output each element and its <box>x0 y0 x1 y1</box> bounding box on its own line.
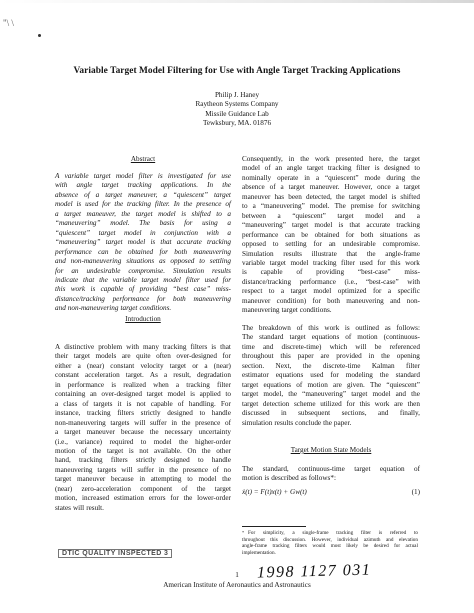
text-line: model of an angle target tracking filter is designed to <box>242 164 420 173</box>
text-line: (i.e., variance) required to model the higher-order <box>55 437 231 446</box>
text-line: model is used for the tracking filter. In the presence of <box>55 200 231 209</box>
text-line: respect to a target model optimized for a specific <box>242 287 420 296</box>
text-line: non-maneuvering targets will suffer in the presence of <box>55 418 231 427</box>
text-line: The breakdown of this work is outlined as follows: <box>242 324 420 332</box>
text-line: motion, increased estimation errors for the lower-order <box>55 494 231 503</box>
text-line: distance/tracking performance (i.e., “best-case” with <box>242 277 420 286</box>
text-line: either a (near) constant velocity target or a (near) <box>55 361 231 370</box>
text-line: performance can be obtained for both maneuvering <box>55 247 231 256</box>
introduction-heading-block <box>55 315 231 324</box>
text-line: nominally operate in a “quiescent” mode during the <box>242 173 420 182</box>
text-line: motion of the target is not available. On the other <box>55 446 231 455</box>
text-line: A distinctive problem with many tracking filters is that <box>55 343 231 351</box>
page-number: 1 <box>235 571 239 579</box>
text-line: section. Next, the discrete-time Kalman filter <box>242 361 420 370</box>
text-line: angle-frame tracking filters would most likely be desired for actual <box>242 543 418 550</box>
text-line: a class of targets it is not capable of handling. For <box>55 399 231 408</box>
abstract-heading-block <box>55 155 231 164</box>
author-name: Philip J. Haney <box>214 91 260 99</box>
paper-title: Variable Target Model Filtering for Use with Angle Target Tracking Applications <box>73 66 401 76</box>
footnote <box>242 530 418 556</box>
introduction-body <box>55 343 231 513</box>
introduction-heading: Introduction <box>125 315 161 323</box>
scan-edge <box>0 0 474 3</box>
equation-block <box>242 488 420 497</box>
scan-mark: "\ \ <box>3 18 14 28</box>
author-lab: Missile Guidance Lab <box>205 109 269 118</box>
state-models-heading: Target Motion State Models <box>290 446 372 454</box>
text-line: absence of a target maneuver, a “quiescent” target <box>55 190 231 199</box>
text-line: discussed in subsequent sections, and finally, <box>242 409 420 418</box>
handwritten-accession-number: 1998 1127 031 <box>256 561 372 582</box>
footnote-rule <box>242 526 306 527</box>
text-line: with angle target tracking applications. In the <box>55 181 231 190</box>
text-line: A variable target model filter is investigated for use <box>55 172 231 180</box>
text-line: implementation. <box>242 549 276 556</box>
text-line: throughout this paper are provided in the opening <box>242 352 420 361</box>
text-line: simulation results conclude the paper. <box>242 418 352 427</box>
text-line: performance can be obtained for both situations as <box>242 230 420 239</box>
footnote-marker: * <box>242 530 245 535</box>
publisher-footer: American Institute of Aeronautics and Astronautics <box>163 581 311 589</box>
outline-paragraph <box>242 324 420 428</box>
text-line: opposed to settling for an undesirable compromise. <box>242 240 420 249</box>
text-line: The standard, continuous-time target equation of <box>242 465 420 473</box>
text-line: a target maneuver, the target model is shifted to a <box>55 209 231 218</box>
text-line: for an undesirable compromise. Simulation results <box>55 266 231 275</box>
text-line: estimator equations used for modeling the standard <box>242 371 420 380</box>
text-line: instance, tracking filters strictly designed to handle <box>55 409 231 418</box>
abstract-body <box>55 172 231 314</box>
text-line: throughout this discussion. However, individual azimuth and elevation <box>242 536 418 543</box>
text-line: time and discrete-time) which will be referenced <box>242 342 420 351</box>
text-line: “maneuvering” target model is that accurate tracking <box>242 221 420 230</box>
text-line: states will result. <box>55 503 104 512</box>
text-line: maneuver condition) for both maneuvering and non- <box>242 296 420 305</box>
author-location: Tewksbury, MA. 01876 <box>202 119 272 128</box>
text-line: (near) zero-acceleration component of the target <box>55 484 231 493</box>
text-line: target maneuver because in attempting to model the <box>55 475 231 484</box>
text-line: variable target model tracking filter used for this work <box>242 258 420 267</box>
text-line: constant acceleration target. As a result, degradation <box>55 371 231 380</box>
author-block <box>0 91 474 129</box>
text-line: Simulation results illustrate that the angle-frame <box>242 249 420 258</box>
text-line: distance/tracking performance for both maneuvering <box>55 294 231 303</box>
text-line: For simplicity, a single-frame tracking filter is referred to <box>248 530 418 536</box>
text-line: between a “quiescent” target model and a <box>242 211 420 220</box>
text-line: “maneuvering” model. The basis for using a <box>55 219 231 228</box>
state-models-body <box>242 465 420 484</box>
equation-number: (1) <box>411 488 420 496</box>
text-line: is capable of providing “best-case” miss- <box>242 268 420 277</box>
text-line: their target models are quite often over-designed for <box>55 352 231 361</box>
abstract-heading: Abstract <box>130 155 156 163</box>
text-line: The standard target equations of motion (continuous- <box>242 333 420 342</box>
text-line: to a “maneuvering” model. The premise for switching <box>242 202 420 211</box>
dtic-quality-stamp: DTIC QUALITY INSPECTED 3 <box>58 549 172 558</box>
intro-continuation-paragraph <box>242 155 420 316</box>
text-line: in performance is realized when a tracking filter <box>55 380 231 389</box>
text-line: “quiescent” target model in conjunction with a <box>55 228 231 237</box>
footnote-body <box>242 530 418 556</box>
scan-dot <box>38 34 41 37</box>
text-line: maneuvering target conditions. <box>242 306 332 315</box>
text-line: indicate that the variable target model filter used for <box>55 275 231 284</box>
text-line: maneuver has been detected, the target model is shifted <box>242 192 420 201</box>
text-line: target equations of motion are given. The “quiescent” <box>242 380 420 389</box>
text-line: and non-maneuvering target conditions. <box>55 304 172 313</box>
author-company: Raytheon Systems Company <box>195 100 279 109</box>
text-line: a target maneuver because the necessary uncertainty <box>55 428 231 437</box>
text-line: maneuvering targets will suffer in the presence of no <box>55 465 231 474</box>
state-models-heading-block <box>242 446 420 455</box>
equation-1: ẋ(t) = F(t)x(t) + Gw(t) <box>242 488 307 496</box>
text-line: motion is described as follows*: <box>242 474 336 483</box>
text-line: target detection scheme utilized for this work are then <box>242 399 420 408</box>
text-line: this work is capable of providing “best case” miss- <box>55 285 231 294</box>
text-line: Consequently, in the work presented here, the target <box>242 155 420 163</box>
text-line: target model, the “maneuvering” target model and the <box>242 390 420 399</box>
text-line: and non-maneuvering situations as opposed to settling <box>55 257 231 266</box>
text-line: hand, tracking filters strictly designed to handle <box>55 456 231 465</box>
text-line: “maneuvering” target model is that accurate tracking <box>55 238 231 247</box>
text-line: containing an over-designed target model is applied to <box>55 390 231 399</box>
text-line: absence of a target maneuver. However, once a target <box>242 183 420 192</box>
